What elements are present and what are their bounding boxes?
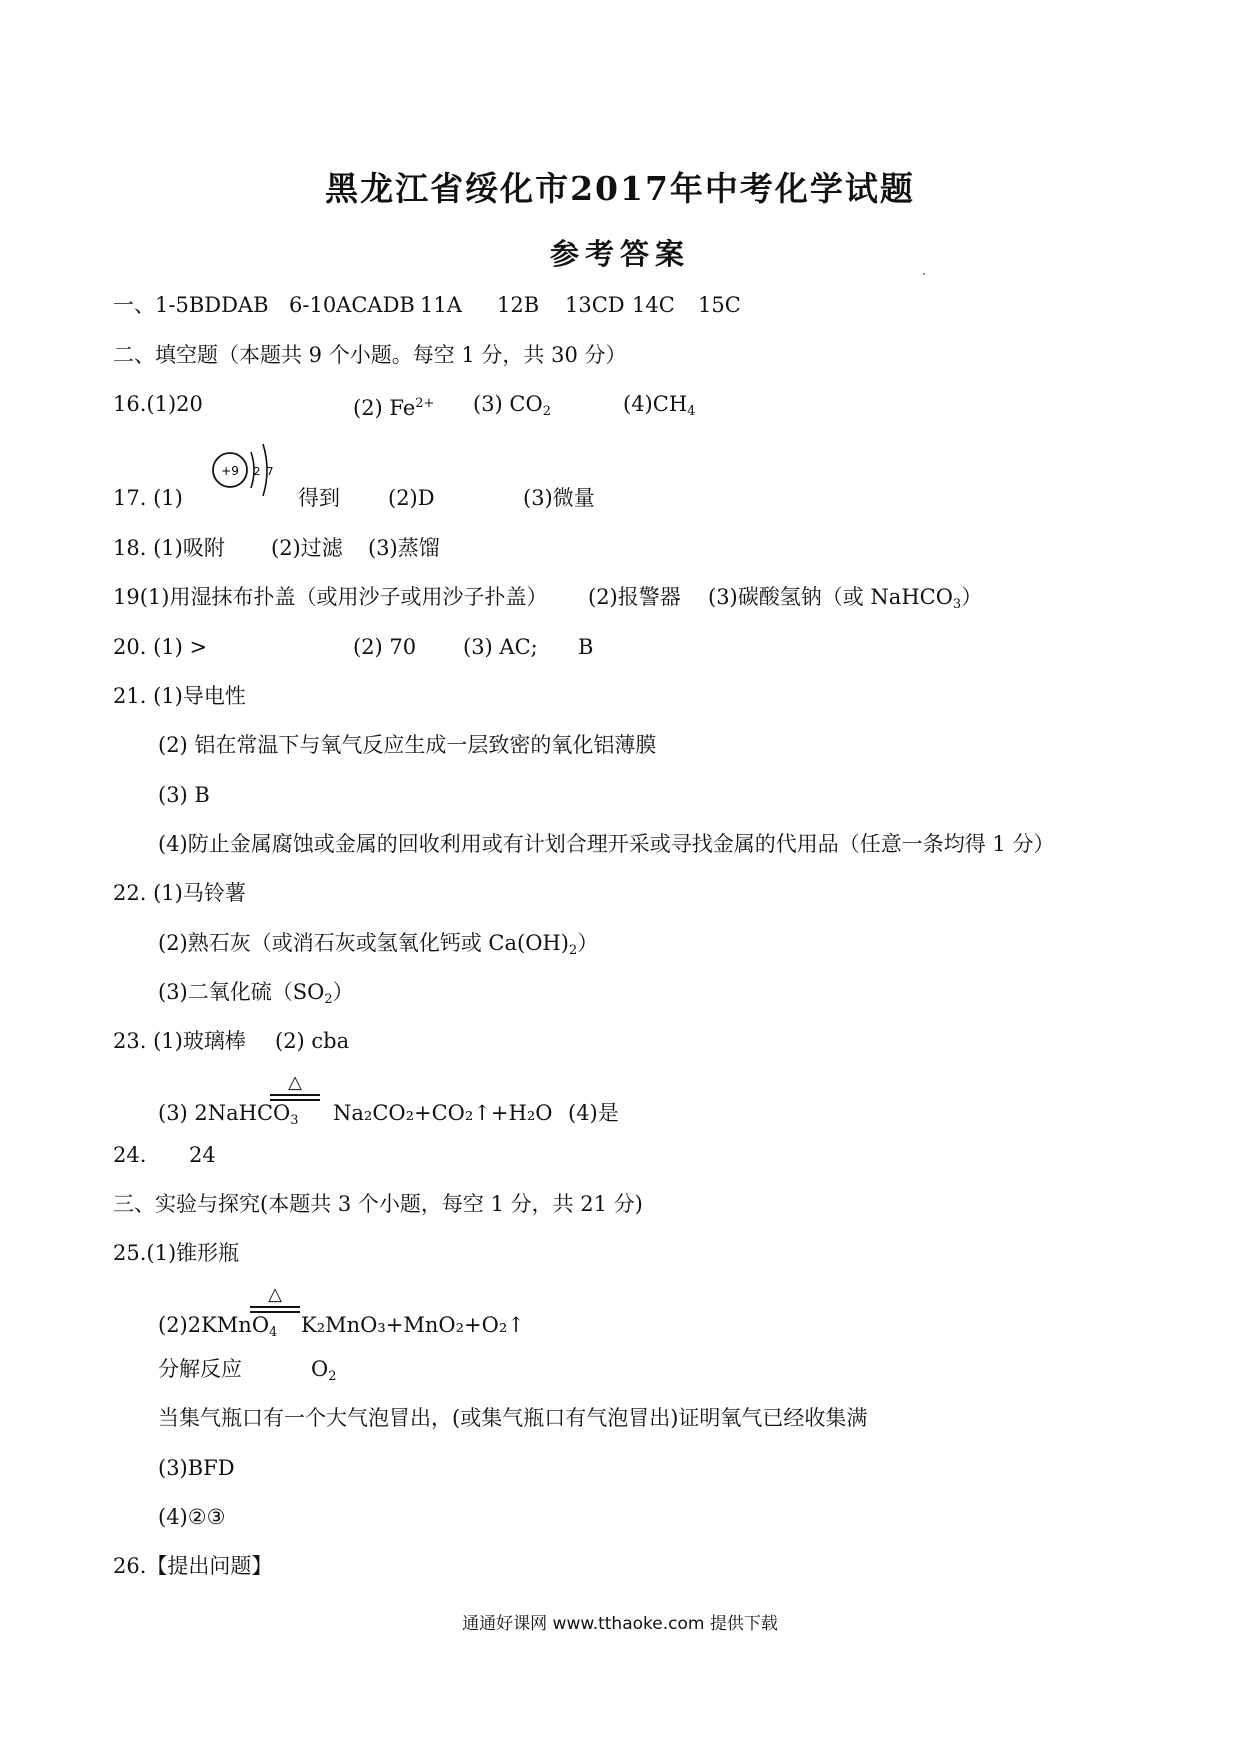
answer-24-num: 24. — [113, 1143, 147, 1167]
answer-26-heading: 26.【提出问题】 — [113, 1554, 273, 1578]
atom-nucleus-label: +9 — [221, 464, 239, 478]
answer-16-3: (3) $CO_2$ — [473, 392, 551, 419]
answer-21-4: (4)防止金属腐蚀或金属的回收利用或有计划合理开采或寻找金属的代用品（任意一条均得 1 分） — [158, 832, 1055, 856]
document-subtitle: 参考答案 — [549, 237, 690, 271]
document-title: 黑龙江省绥化市2017年中考化学试题 — [325, 169, 915, 208]
section-2-heading: 二、填空题（本题共 9 个小题。每空 1 分，共 30 分） — [113, 343, 627, 367]
answer-25-gas: $O_2$ — [311, 1357, 337, 1384]
equation-23-products: Na₂CO₂+CO₂↑+H₂O — [333, 1101, 553, 1125]
heat-delta-symbol: △ — [268, 1284, 282, 1305]
answer-22-1: 22. (1)马铃薯 — [113, 881, 246, 905]
answer-19-3: (3)碳酸氢钠（或 NaHCO$_3$） — [708, 585, 983, 612]
fluorine-atom-structure-diagram — [205, 430, 285, 505]
equals-bar-top — [250, 1306, 300, 1308]
answer-20-1: 20. (1) > — [113, 635, 208, 659]
answer-17-2: (2)D — [388, 486, 435, 510]
choice-15: 15C — [698, 293, 741, 317]
answer-16-4: $(4)CH_4$ — [623, 392, 696, 419]
answer-21-2: (2) 铝在常温下与氧气反应生成一层致密的氧化铝薄膜 — [158, 733, 657, 757]
answer-20-3: (3) AC; — [463, 635, 538, 659]
answer-24-value: 24 — [189, 1143, 216, 1167]
atom-shell-1-label: 2 — [253, 465, 261, 478]
answer-16-2: (2) $Fe^{2+}$ — [353, 396, 435, 420]
answer-25-type: 分解反应 — [158, 1357, 242, 1381]
answer-17-1: 得到 — [298, 486, 340, 510]
choice-12: 12B — [497, 293, 540, 317]
answer-21-3: (3) B — [158, 783, 210, 807]
equation-23-reactant: (3) 2NaHCO$_3$ — [158, 1101, 299, 1128]
answer-23-2: (2) cba — [275, 1029, 350, 1053]
answer-16-1: 16.(1)20 — [113, 392, 203, 416]
equals-bar-bottom — [270, 1099, 320, 1101]
answer-25-3: (3)BFD — [158, 1456, 235, 1480]
equation-25-products: K₂MnO₃+MnO₂+O₂↑ — [301, 1313, 525, 1337]
equation-25-heat-condition — [250, 1284, 300, 1314]
answer-20-4: B — [578, 635, 594, 659]
choice-13: 13CD — [565, 293, 625, 317]
equation-23-heat-condition — [270, 1072, 320, 1102]
answer-18-3: (3)蒸馏 — [368, 536, 440, 560]
answer-25-4: (4)②③ — [158, 1505, 226, 1529]
heat-delta-symbol: △ — [288, 1072, 302, 1093]
choice-1-5: 一、1-5BDDAB — [113, 293, 269, 317]
answer-23-1: 23. (1)玻璃棒 — [113, 1029, 246, 1053]
choice-11: 11A — [420, 293, 462, 317]
answer-18-2: (2)过滤 — [271, 536, 343, 560]
equation-25-reactant: (2)2KMnO$_4$ — [158, 1313, 278, 1340]
answer-17-3: (3)微量 — [523, 486, 595, 510]
answer-25-collect-full: 当集气瓶口有一个大气泡冒出，(或集气瓶口有气泡冒出)证明氧气已经收集满 — [158, 1406, 868, 1430]
page-footer: 通通好课网 www.tthaoke.com 提供下载 — [462, 1614, 778, 1634]
answer-22-2: (2)熟石灰（或消石灰或氢氧化钙或 $Ca(OH)_2$） — [158, 931, 599, 958]
choice-14: 14C — [632, 293, 675, 317]
answer-20-2: (2) 70 — [353, 635, 417, 659]
answer-25-1: 25.(1)锥形瓶 — [113, 1241, 240, 1265]
section-3-heading: 三、实验与探究(本题共 3 个小题，每空 1 分，共 21 分) — [113, 1192, 643, 1216]
choice-6-10: 6-10ACADB — [289, 293, 415, 317]
answer-19-2: (2)报警器 — [588, 585, 681, 609]
scan-speck — [923, 273, 925, 275]
atom-shell-2-label: 7 — [266, 465, 274, 478]
answer-22-3: (3)二氧化硫$(SO_2)$ — [158, 980, 354, 1007]
answer-17-num: 17. (1) — [113, 486, 183, 510]
equals-bar-top — [270, 1094, 320, 1096]
answer-18-1: 18. (1)吸附 — [113, 536, 225, 560]
answer-21-1: 21. (1)导电性 — [113, 684, 246, 708]
answer-19-1: 19(1)用湿抹布扑盖（或用沙子或用沙子扑盖） — [113, 585, 548, 609]
answer-23-4: (4)是 — [568, 1101, 619, 1125]
equals-bar-bottom — [250, 1311, 300, 1313]
